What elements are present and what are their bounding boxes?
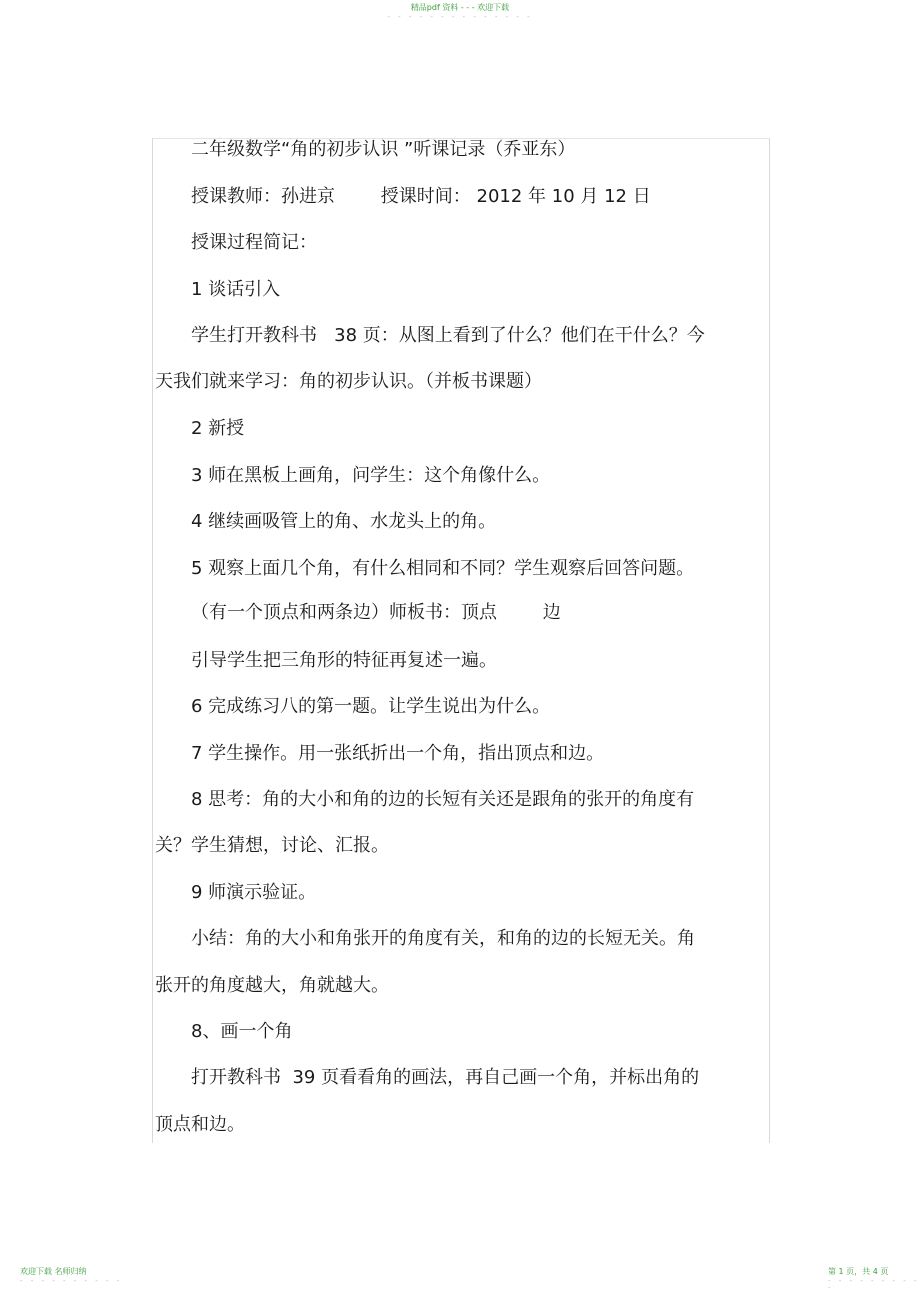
text-line: （有一个顶点和两条边）师板书：顶点 边: [191, 602, 561, 623]
process-heading: 授课过程简记：: [191, 232, 317, 253]
page-number: [828, 1267, 920, 1292]
document-title: 二年级数学“角的初步认识 ”听课记录（乔亚东）: [191, 139, 576, 160]
footer-left-text: 欢迎下载 名师归纳: [20, 1267, 87, 1276]
text-line: 9 师演示验证。: [191, 882, 317, 903]
page-number-text: 第 1 页，共 4 页: [828, 1267, 889, 1276]
text-line: 天我们就来学习：角的初步认识。（并板书课题）: [155, 371, 542, 392]
text-line: 学生打开教科书 38 页：从图上看到了什么？他们在干什么？今: [191, 325, 705, 346]
text-line: 4 继续画吸管上的角、水龙头上的角。: [191, 511, 497, 532]
text-line: 引导学生把三角形的特征再复述一遍。: [191, 650, 497, 671]
teacher-info-line: 授课教师：孙进京 授课时间： 2012 年 10 月 12 日: [191, 186, 651, 207]
footer-right-dots: - - - - - - - - - -: [828, 1277, 920, 1292]
text-line: 打开教科书 39 页看看角的画法，再自己画一个角，并标出角的: [191, 1067, 700, 1088]
text-line: 6 完成练习八的第一题。让学生说出为什么。: [191, 696, 551, 717]
text-line: 8 思考：角的大小和角的边的长短有关还是跟角的张开的角度有: [191, 789, 695, 810]
text-line: 小结：角的大小和角张开的角度有关，和角的边的长短无关。角: [191, 928, 695, 949]
header-banner: [0, 3, 920, 21]
footer-left-dots: - - - - - - - - - -: [20, 1277, 123, 1285]
text-line: 顶点和边。: [155, 1114, 245, 1135]
text-line: 3 师在黑板上画角，问学生：这个角像什么。: [191, 465, 551, 486]
header-banner-text: 精品pdf 资料 - - - 欢迎下载: [410, 3, 510, 12]
header-dots: - - - - - - - - - - - - - -: [387, 13, 533, 21]
text-line: 7 学生操作。用一张纸折出一个角，指出顶点和边。: [191, 743, 605, 764]
footer-left: [20, 1267, 122, 1285]
text-line: 8、画一个角: [191, 1021, 293, 1042]
text-line: 1 谈话引入: [191, 279, 281, 300]
text-line: 张开的角度越大，角就越大。: [155, 975, 389, 996]
text-line: 2 新授: [191, 418, 245, 439]
text-line: 关？学生猜想，讨论、汇报。: [155, 835, 389, 856]
text-line: 5 观察上面几个角，有什么相同和不同？学生观察后回答问题。: [191, 558, 695, 579]
